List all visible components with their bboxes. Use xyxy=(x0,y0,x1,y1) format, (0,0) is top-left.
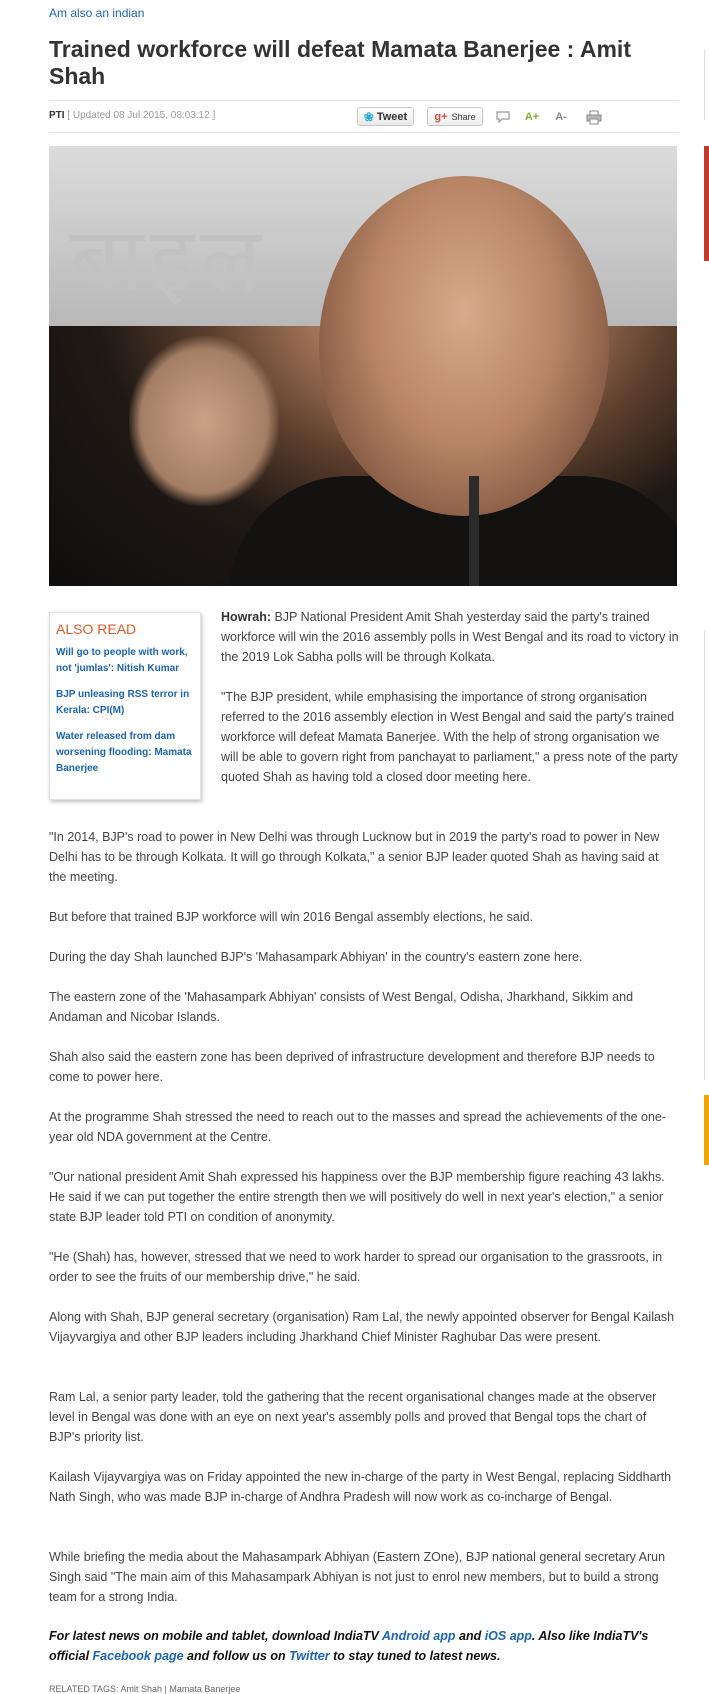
also-read-link[interactable]: Water released from dam worsening flooding: Mamata Banerjee xyxy=(56,731,192,774)
dateline: Howrah: xyxy=(221,610,271,624)
top-link[interactable]: Am also an indian xyxy=(49,6,145,20)
tweet-button[interactable] xyxy=(357,107,414,126)
ios-app-link[interactable]: iOS app xyxy=(484,1629,532,1643)
android-app-link[interactable]: Android app xyxy=(381,1629,456,1643)
promo-text: and xyxy=(455,1629,485,1643)
article-paragraph: "In 2014, BJP's road to power in New Delhi was through Lucknow but in 2019 the party's road to power in New Delhi has to be through Kolkata. It will go through Kolkata," a senior BJP leader quoted Shah as having said at the meeting. xyxy=(49,830,660,884)
right-rail-banner-edge xyxy=(704,1095,709,1165)
also-read-box xyxy=(49,612,201,800)
twitter-bird-icon: ❀ xyxy=(363,109,374,124)
right-rail-edge xyxy=(704,50,709,120)
article-hero-image xyxy=(49,146,677,586)
article-paragraph: Kailash Vijayvargiya was on Friday appointed the new in-charge of the party in West Bengal, replacing Siddharth Nath Singh, who was made BJP in-charge of Andhra Pradesh will now work as co-incharge of Bengal. xyxy=(49,1470,672,1504)
article-updated: [ Updated 08 Jul 2015, 08:03:12 ] xyxy=(67,110,216,121)
article-paragraph: Shah also said the eastern zone has been deprived of infrastructure development and therefore BJP needs to come to power here. xyxy=(49,1050,655,1084)
right-rail-widget-edge xyxy=(704,630,709,1080)
google-plus-icon: g+ xyxy=(434,110,448,123)
facebook-page-link[interactable]: Facebook page xyxy=(92,1649,184,1663)
byline xyxy=(49,110,215,121)
font-decrease-button[interactable]: A- xyxy=(555,111,567,123)
hero-hand xyxy=(129,336,279,506)
article-paragraph: At the programme Shah stressed the need to reach out to the masses and spread the achievements of the one-year old NDA government at the Centre. xyxy=(49,1110,667,1144)
article-paragraph: Along with Shah, BJP general secretary (organisation) Ram Lal, the newly appointed observer for Bengal Kailash Vijayvargiya and other BJP leaders including Jharkhand Chief Minister Raghubar Das were present. xyxy=(49,1310,675,1344)
promo-text: and follow us on xyxy=(183,1649,290,1663)
hero-microphone xyxy=(469,476,479,586)
hero-face xyxy=(319,176,609,516)
print-icon[interactable] xyxy=(585,109,603,125)
right-rail-ad-edge xyxy=(704,146,709,261)
lead-text: BJP National President Amit Shah yesterday said the party's trained workforce will win the 2016 assembly polls in West Bengal and its road to victory in the 2019 Lok Sabha polls will be through Kolkata. xyxy=(221,610,679,664)
share-label: Share xyxy=(451,111,476,122)
article-paragraph: Ram Lal, a senior party leader, told the gathering that the recent organisational changes made at the observer level in Bengal was done with an eye on next year's assembly polls and proved that Bengal tops the chart of BJP's priority list. xyxy=(49,1390,657,1444)
article-source: PTI xyxy=(49,110,65,121)
article-paragraph: "He (Shah) has, however, stressed that we need to work harder to spread our organisation to the grassroots, in order to see the fruits of our membership drive," he said. xyxy=(49,1250,663,1284)
article-paragraph: During the day Shah launched BJP's 'Mahasampark Abhiyan' in the country's eastern zone here. xyxy=(49,950,583,964)
promo-text: . Also like IndiaTV's official xyxy=(49,1629,649,1663)
article-meta-bar xyxy=(49,100,679,133)
font-increase-button[interactable]: A+ xyxy=(524,111,540,123)
article-paragraph: While briefing the media about the Mahasampark Abhiyan (Eastern ZOne), BJP national general secretary Arun Singh said "The main aim of this Mahasampark Abhiyan is not just to enrol new members, but to build a strong team for a strong India. xyxy=(49,1550,666,1604)
related-tags: RELATED TAGS: Amit Shah | Mamata Banerjee xyxy=(49,1684,241,1694)
comment-icon[interactable] xyxy=(494,109,512,125)
also-read-link[interactable]: Will go to people with work, not 'jumlas': Nitish Kumar xyxy=(56,647,188,674)
article-lead-paragraph xyxy=(221,607,679,667)
article-paragraph: But before that trained BJP workforce will win 2016 Bengal assembly elections, he said. xyxy=(49,910,534,924)
tweet-label: Tweet xyxy=(376,110,408,123)
promo-text: to stay tuned to latest news. xyxy=(329,1649,501,1663)
hero-backdrop-text: बाइल xyxy=(69,208,267,313)
article-paragraph: "The BJP president, while emphasising the importance of strong organisation referred to the 2016 assembly election in West Bengal and said the party's trained workforce will defeat Mamata Banerjee. With the help of strong organisation we will be able to govern right from panchayat to parliament," a press note of the party quoted Shah as having told a closed door meeting here. xyxy=(221,690,678,784)
promo-text: For latest news on mobile and tablet, download IndiaTV xyxy=(49,1629,382,1643)
also-read-title: ALSO READ xyxy=(56,621,137,637)
article-paragraph: The eastern zone of the 'Mahasampark Abhiyan' consists of West Bengal, Odisha, Jharkhand, Sikkim and Andaman and Nicobar Islands. xyxy=(49,990,634,1024)
also-read-link[interactable]: BJP unleasing RSS terror in Kerala: CPI(M) xyxy=(56,689,190,716)
google-plus-share-button[interactable] xyxy=(427,107,483,126)
app-promo-note xyxy=(49,1626,679,1666)
article-paragraph: "Our national president Amit Shah expressed his happiness over the BJP membership figure reaching 43 lakhs. He said if we can put together the entire strength then we will positively do well in next year's election," a senior state BJP leader told PTI on condition of anonymity. xyxy=(49,1170,665,1224)
article-title: Trained workforce will defeat Mamata Banerjee : Amit Shah xyxy=(49,36,631,89)
twitter-link[interactable]: Twitter xyxy=(289,1649,330,1663)
